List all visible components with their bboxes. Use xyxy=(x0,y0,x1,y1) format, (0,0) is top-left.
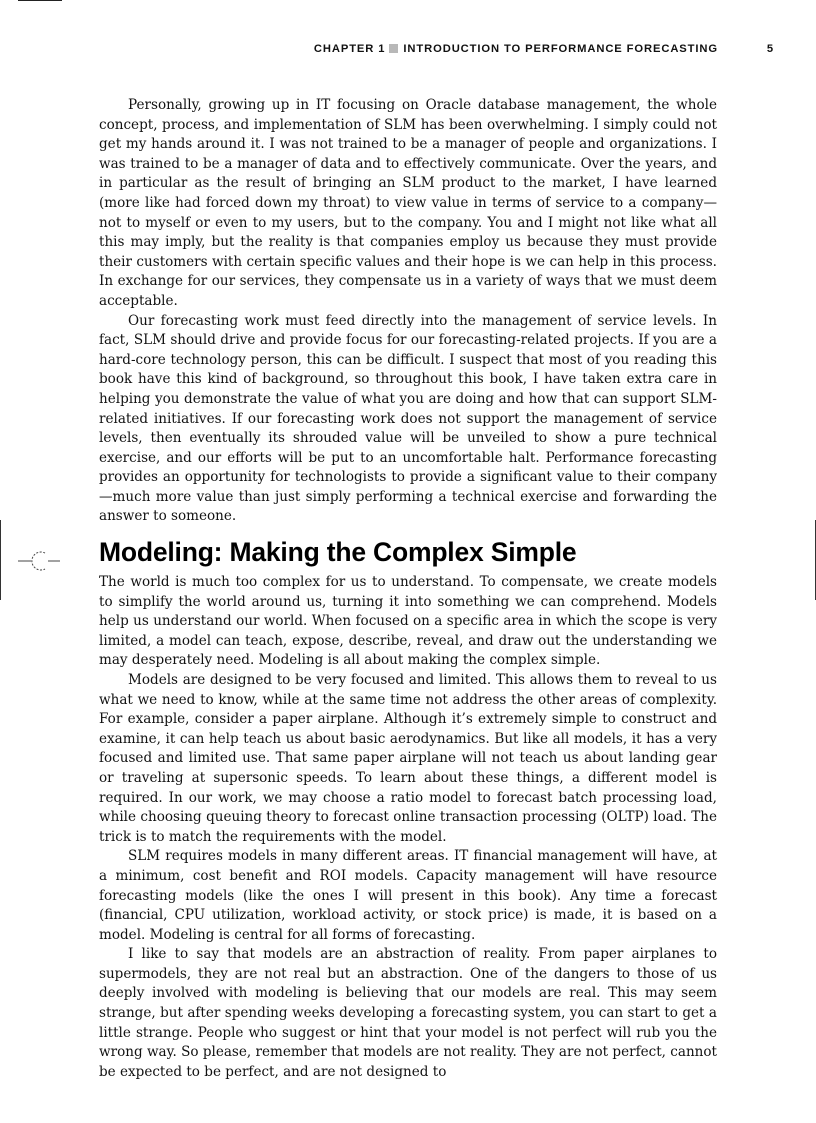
separator-square-icon xyxy=(389,44,398,53)
running-head-title xyxy=(314,43,718,55)
paragraph: Models are designed to be very focused and limited. This allows them to reveal to us what we need to know, while at the same time not address the other areas of complexity. For example, consider a paper airplane. Although it’s extremely simple to construct and examine, it can help teach us about basic aerodynamics. But like all models, it has a very focused and limited use. That same paper airplane will not teach us about landing gear or traveling at supersonic speeds. To learn about these things, a different model is required. In our work, we may choose a ratio model to forecast batch processing load, while choosing queuing theory to forecast online transaction processing (OLTP) load. The trick is to match the requirements with the model. xyxy=(99,671,717,845)
registration-mark-icon xyxy=(18,550,60,572)
section-text-block xyxy=(99,573,717,1082)
crop-mark-top xyxy=(18,0,62,1)
running-head xyxy=(98,43,774,59)
crop-mark-left xyxy=(0,520,1,600)
paragraph: I like to say that models are an abstraction of reality. From paper airplanes to supermodels, they are not real but an abstraction. One of the dangers to those of us deeply involved with modeling is believing that our models are real. This may seem strange, but after spending weeks developing a forecasting system, you can start to get a little strange. People who suggest or hint that your model is not perfect will rub you the wrong way. So please, remember that models are not reality. They are not perfect, cannot be expected to be perfect, and are not designed to xyxy=(99,946,717,1080)
paragraph: Our forecasting work must feed directly into the management of service levels. In fact, SLM should drive and provide focus for our forecasting-related projects. If you are a hard-core technology person, this can be difficult. I suspect that most of you reading this book have this kind of background, so throughout this book, I have taken extra care in helping you demonstrate the value of what you are doing and how that can support SLM-related initiatives. If our forecasting work does not support the management of service levels, then eventually its shrouded value will be unveiled to show a pure technical exercise, and our efforts will be put to an uncomfortable halt. Performance forecasting provides an opportunity for technologists to provide a significant value to their company—much more value than just simply performing a technical exercise and forwarding the answer to someone. xyxy=(99,312,717,525)
section-heading: Modeling: Making the Complex Simple xyxy=(99,537,577,567)
chapter-title: INTRODUCTION TO PERFORMANCE FORECASTING xyxy=(403,43,718,55)
paragraph: SLM requires models in many different areas. IT financial management will have, at a minimum, cost benefit and ROI models. Capacity management will have resource forecasting models (like the ones I will present in this book). Any time a forecast (financial, CPU utilization, workload activity, or stock price) is made, it is based on a model. Modeling is central for all forms of forecasting. xyxy=(99,848,717,943)
paragraph: Personally, growing up in IT focusing on Oracle database management, the whole concept, process, and implementation of SLM has been overwhelming. I simply could not get my hands around it. I was not trained to be a manager of people and organizations. I was trained to be a manager of data and to effectively communicate. Over the years, and in particular as the result of bringing an SLM product to the market, I have learned (more like had forced down my throat) to view value in terms of service to a company—not to myself or even to my users, but to the company. You and I might not like what all this may imply, but the reality is that companies employ us because they must provide their customers with certain specific values and their hope is we can help in this process. In exchange for our services, they compensate us in a variety of ways that we must deem acceptable. xyxy=(99,97,717,309)
page-number: 5 xyxy=(766,43,774,55)
chapter-label: CHAPTER 1 xyxy=(313,43,386,55)
intro-text-block xyxy=(99,96,717,527)
paragraph: The world is much too complex for us to understand. To compensate, we create models to simplify the world around us, turning it into something we can comprehend. Models help us understand our world. When focused on a specific area in which the scope is very limited, a model can teach, expose, describe, reveal, and draw out the understanding we may desperately need. Modeling is all about making the complex simple. xyxy=(99,574,717,669)
